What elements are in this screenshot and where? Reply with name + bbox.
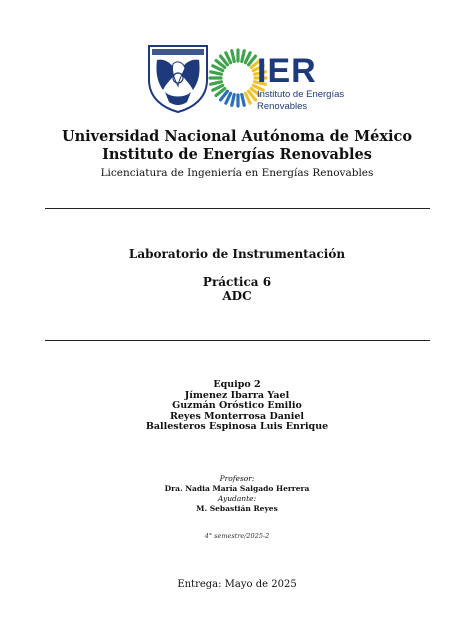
sun-ray	[242, 95, 244, 106]
team-member: Guzmán Oróstico Emilio	[172, 400, 302, 411]
team-member: Reyes Monterrosa Daniel	[169, 410, 305, 422]
team-label: Equipo 2	[213, 379, 261, 390]
logo-row	[0, 40, 474, 120]
lab-name: Laboratorio de Instrumentación	[128, 247, 346, 261]
sun-ray	[232, 51, 234, 62]
sun-ray	[211, 72, 222, 74]
practice-block	[0, 275, 474, 303]
ier-abbr: IER	[257, 52, 317, 90]
bottom-divider	[45, 340, 430, 341]
delivery-date: Entrega: Mayo de 2025	[177, 579, 297, 590]
sun-ray	[211, 82, 222, 84]
professor-name: Dra. Nadia María Salgado Herrera	[164, 484, 310, 493]
team-member: Ballesteros Espinosa Luis Enrique	[145, 421, 329, 432]
institute-name: Instituto de Energías Renovables	[102, 146, 372, 163]
assistant-label: Ayudante:	[217, 494, 257, 503]
sun-ray	[242, 51, 244, 62]
staff-block	[0, 474, 474, 514]
team-member: Jímenez Ibarra Yael	[184, 389, 290, 401]
team-block	[0, 380, 474, 433]
assistant-name: M. Sebastián Reyes	[196, 504, 278, 513]
degree-name: Licenciatura de Ingeniería en Energías Renovables	[100, 167, 374, 179]
header-block	[0, 128, 474, 164]
semester: 4° semestre/2025-2	[204, 532, 270, 540]
ier-wordmark	[257, 54, 344, 112]
ier-name-line2: Renovables	[257, 101, 308, 112]
practice-topic: ADC	[222, 289, 252, 303]
practice-number: Práctica 6	[202, 275, 272, 289]
top-divider	[45, 208, 430, 209]
ier-name-line1: Instituto de Energías	[257, 89, 345, 100]
professor-label: Profesor:	[219, 474, 255, 483]
university-name: Universidad Nacional Autónoma de México	[61, 128, 413, 145]
unam-shield-icon	[143, 42, 213, 114]
sun-ray	[232, 95, 234, 106]
